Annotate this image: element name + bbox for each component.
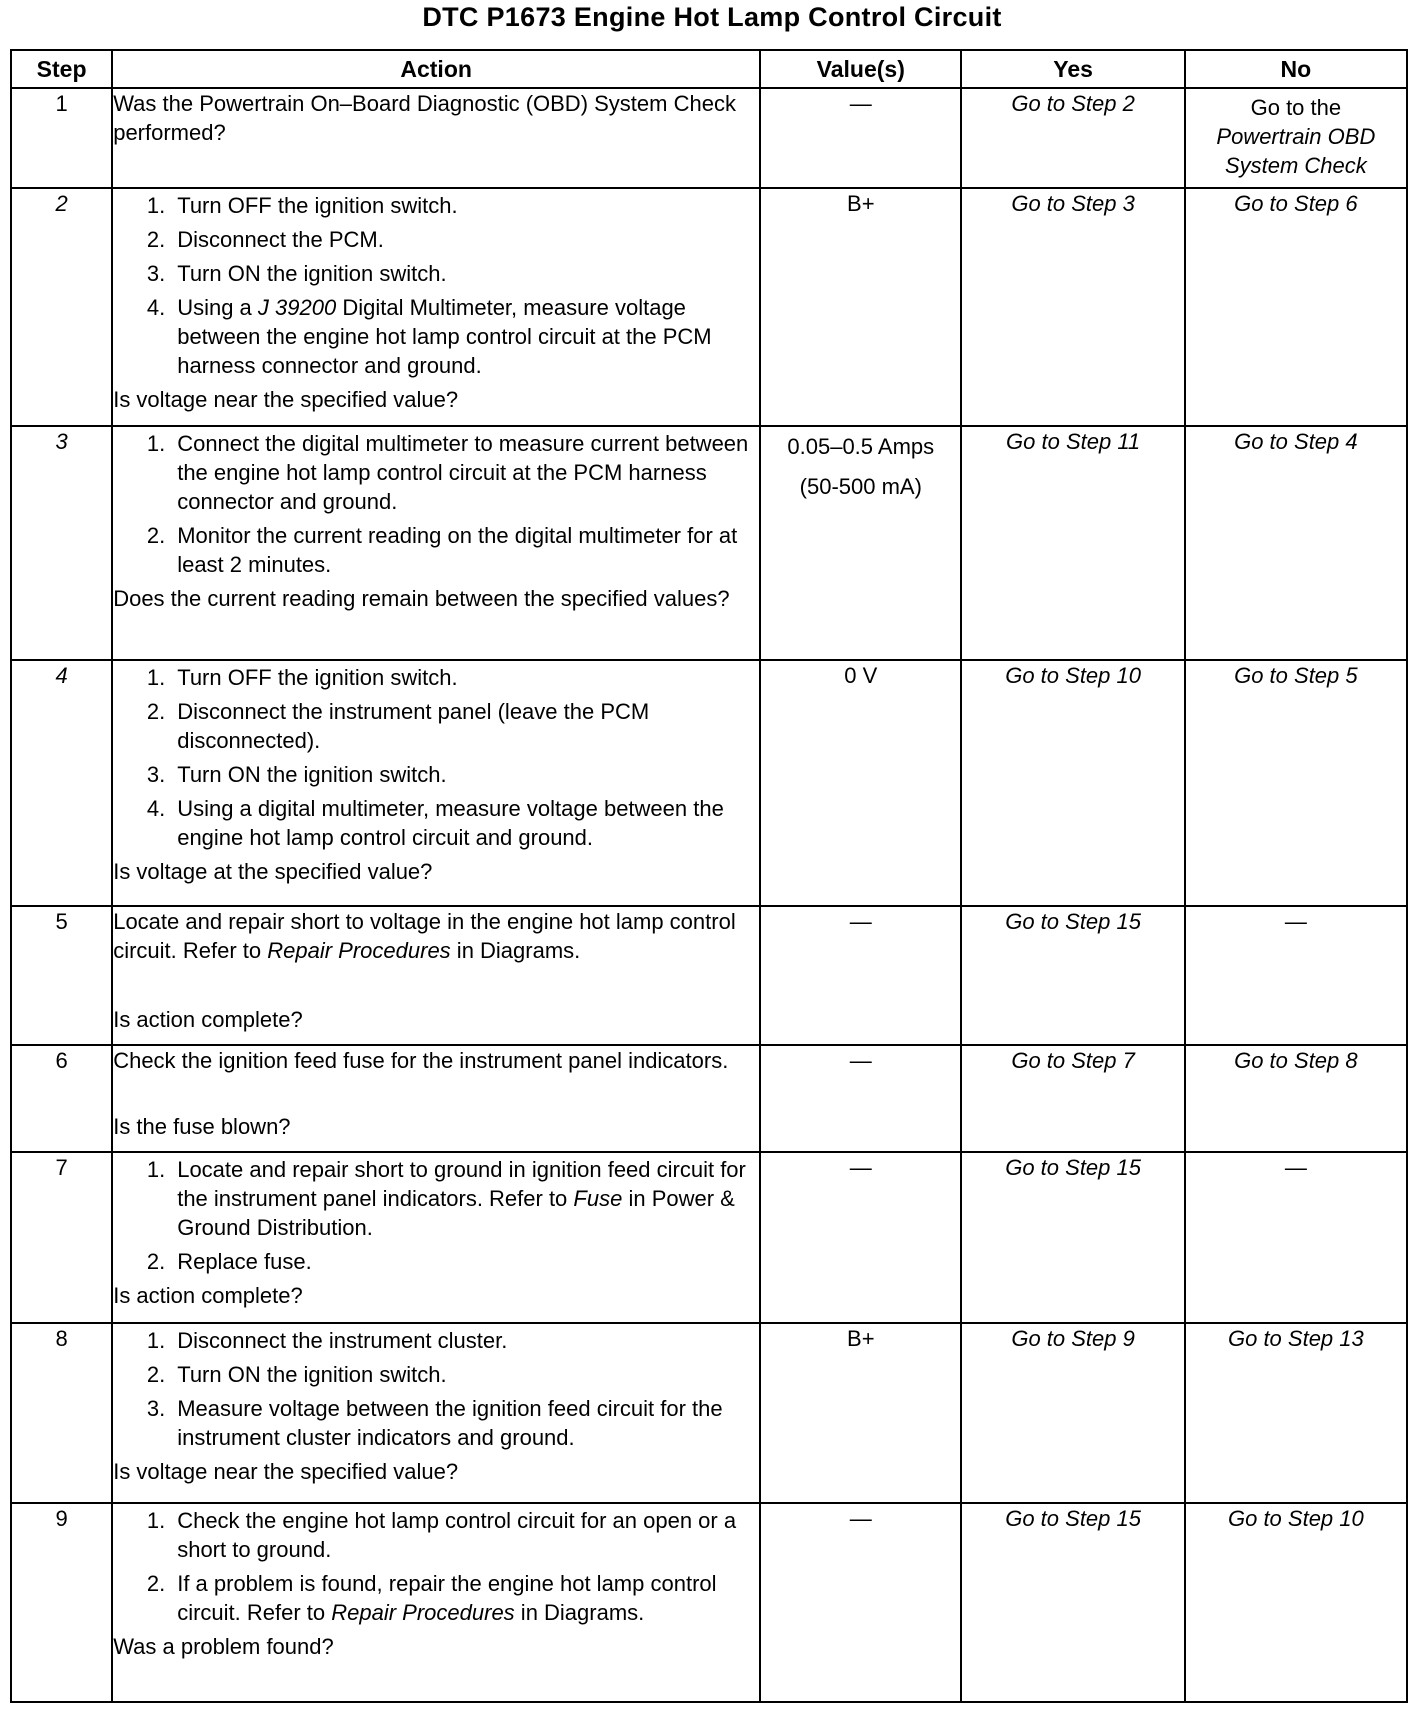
diagnostic-table	[10, 49, 1408, 1703]
no-link[interactable]: Go to Step 4	[1185, 426, 1407, 660]
step-number: 3	[11, 426, 112, 660]
table-row	[11, 1152, 1407, 1323]
header-action: Action	[112, 50, 760, 88]
list-item: 1. Turn OFF the ignition switch.	[146, 193, 458, 218]
list-item: 2. If a problem is found, repair the engine hot lamp control circuit. Refer to Repair Procedures in Diagrams.	[146, 1571, 717, 1625]
list-item: 2. Turn ON the ignition switch.	[146, 1362, 447, 1387]
no-link: —	[1185, 906, 1407, 1045]
step-number: 6	[11, 1045, 112, 1152]
value-cell	[760, 426, 961, 660]
action-question: Is action complete?	[113, 1283, 303, 1308]
procedure-list	[113, 1155, 759, 1276]
action-cell	[112, 426, 760, 660]
no-link[interactable]: Go to Step 13	[1185, 1323, 1407, 1503]
header-no: No	[1185, 50, 1407, 88]
yes-link[interactable]: Go to Step 2	[961, 88, 1184, 188]
no-link[interactable]	[1185, 88, 1407, 188]
value-cell: —	[760, 1503, 961, 1702]
page-title: DTC P1673 Engine Hot Lamp Control Circuit	[422, 2, 1002, 32]
no-link[interactable]: Go to Step 8	[1185, 1045, 1407, 1152]
list-item: 3. Turn ON the ignition switch.	[146, 261, 447, 286]
value-cell: —	[760, 906, 961, 1045]
value-cell: —	[760, 1045, 961, 1152]
step-number: 4	[11, 660, 112, 906]
step-number: 7	[11, 1152, 112, 1323]
action-cell	[112, 1152, 760, 1323]
list-item: 3. Measure voltage between the ignition feed circuit for the instrument cluster indicators and ground.	[146, 1396, 723, 1450]
list-item: 1. Check the engine hot lamp control circuit for an open or a short to ground.	[146, 1508, 737, 1562]
action-cell	[112, 1045, 760, 1152]
action-cell	[112, 1323, 760, 1503]
value-line: 0.05–0.5 Amps	[787, 434, 935, 459]
value-cell: —	[760, 88, 961, 188]
action-cell	[112, 660, 760, 906]
list-item: 1. Disconnect the instrument cluster.	[146, 1328, 508, 1353]
list-item: 1. Turn OFF the ignition switch.	[146, 665, 458, 690]
action-question: Was a problem found?	[113, 1634, 334, 1659]
action-cell	[112, 906, 760, 1045]
value-cell: B+	[760, 1323, 961, 1503]
step-number: 2	[11, 188, 112, 426]
no-line1: Go to the	[1250, 95, 1342, 120]
no-link[interactable]: Go to Step 10	[1185, 1503, 1407, 1702]
action-text: Check the ignition feed fuse for the instrument panel indicators.	[113, 1048, 729, 1073]
action-cell	[112, 188, 760, 426]
list-item: 2. Monitor the current reading on the digital multimeter for at least 2 minutes.	[146, 523, 738, 577]
procedure-list	[113, 1506, 759, 1627]
yes-link[interactable]: Go to Step 15	[961, 1152, 1184, 1323]
action-text: Locate and repair short to voltage in the engine hot lamp control circuit. Refer to Repair Procedures in Diagrams.	[113, 909, 736, 963]
table-header-row	[11, 50, 1407, 88]
yes-link[interactable]: Go to Step 10	[961, 660, 1184, 906]
list-item: 2. Disconnect the PCM.	[146, 227, 384, 252]
step-number: 1	[11, 88, 112, 188]
action-question: Is the fuse blown?	[113, 1114, 291, 1139]
header-yes: Yes	[961, 50, 1184, 88]
header-step: Step	[11, 50, 112, 88]
yes-link[interactable]: Go to Step 15	[961, 1503, 1184, 1702]
no-link[interactable]: Go to Step 6	[1185, 188, 1407, 426]
procedure-list	[113, 429, 759, 579]
header-values: Value(s)	[760, 50, 961, 88]
action-question: Does the current reading remain between the specified values?	[113, 586, 730, 611]
yes-link[interactable]: Go to Step 11	[961, 426, 1184, 660]
value-cell: 0 V	[760, 660, 961, 906]
list-item: 4. Using a digital multimeter, measure voltage between the engine hot lamp control circuit and ground.	[146, 796, 724, 850]
list-item: 2. Disconnect the instrument panel (leave the PCM disconnected).	[146, 699, 650, 753]
step-number: 9	[11, 1503, 112, 1702]
table-row	[11, 426, 1407, 660]
action-question: Is action complete?	[113, 1007, 303, 1032]
yes-link[interactable]: Go to Step 15	[961, 906, 1184, 1045]
table-row	[11, 88, 1407, 188]
step-number: 5	[11, 906, 112, 1045]
list-item: 4. Using a J 39200 Digital Multimeter, measure voltage between the engine hot lamp control circuit at the PCM harness connector and ground.	[146, 295, 712, 378]
no-line2: Powertrain OBD	[1216, 124, 1376, 149]
procedure-list	[113, 191, 759, 380]
value-cell: B+	[760, 188, 961, 426]
table-row	[11, 906, 1407, 1045]
step-number: 8	[11, 1323, 112, 1503]
value-cell: —	[760, 1152, 961, 1323]
procedure-list	[113, 663, 759, 852]
procedure-list	[113, 1326, 759, 1452]
action-question: Is voltage at the specified value?	[113, 859, 433, 884]
yes-link[interactable]: Go to Step 7	[961, 1045, 1184, 1152]
no-line3: System Check	[1224, 153, 1367, 178]
yes-link[interactable]: Go to Step 3	[961, 188, 1184, 426]
value-line: (50-500 mA)	[799, 474, 922, 499]
action-cell	[112, 1503, 760, 1702]
table-row	[11, 1323, 1407, 1503]
action-cell	[112, 88, 760, 188]
table-row	[11, 1503, 1407, 1702]
action-text: Was the Powertrain On–Board Diagnostic (OBD) System Check performed?	[113, 91, 736, 145]
list-item: 3. Turn ON the ignition switch.	[146, 762, 447, 787]
yes-link[interactable]: Go to Step 9	[961, 1323, 1184, 1503]
table-row	[11, 188, 1407, 426]
table-row	[11, 660, 1407, 906]
action-question: Is voltage near the specified value?	[113, 387, 459, 412]
list-item: 1. Connect the digital multimeter to measure current between the engine hot lamp control circuit at the PCM harness connector and ground.	[146, 431, 749, 514]
no-link: —	[1185, 1152, 1407, 1323]
no-link[interactable]: Go to Step 5	[1185, 660, 1407, 906]
list-item: 2. Replace fuse.	[146, 1249, 312, 1274]
action-question: Is voltage near the specified value?	[113, 1459, 459, 1484]
table-row	[11, 1045, 1407, 1152]
list-item: 1. Locate and repair short to ground in ignition feed circuit for the instrument panel indicators. Refer to Fuse in Power & Ground Distribution.	[146, 1157, 746, 1240]
